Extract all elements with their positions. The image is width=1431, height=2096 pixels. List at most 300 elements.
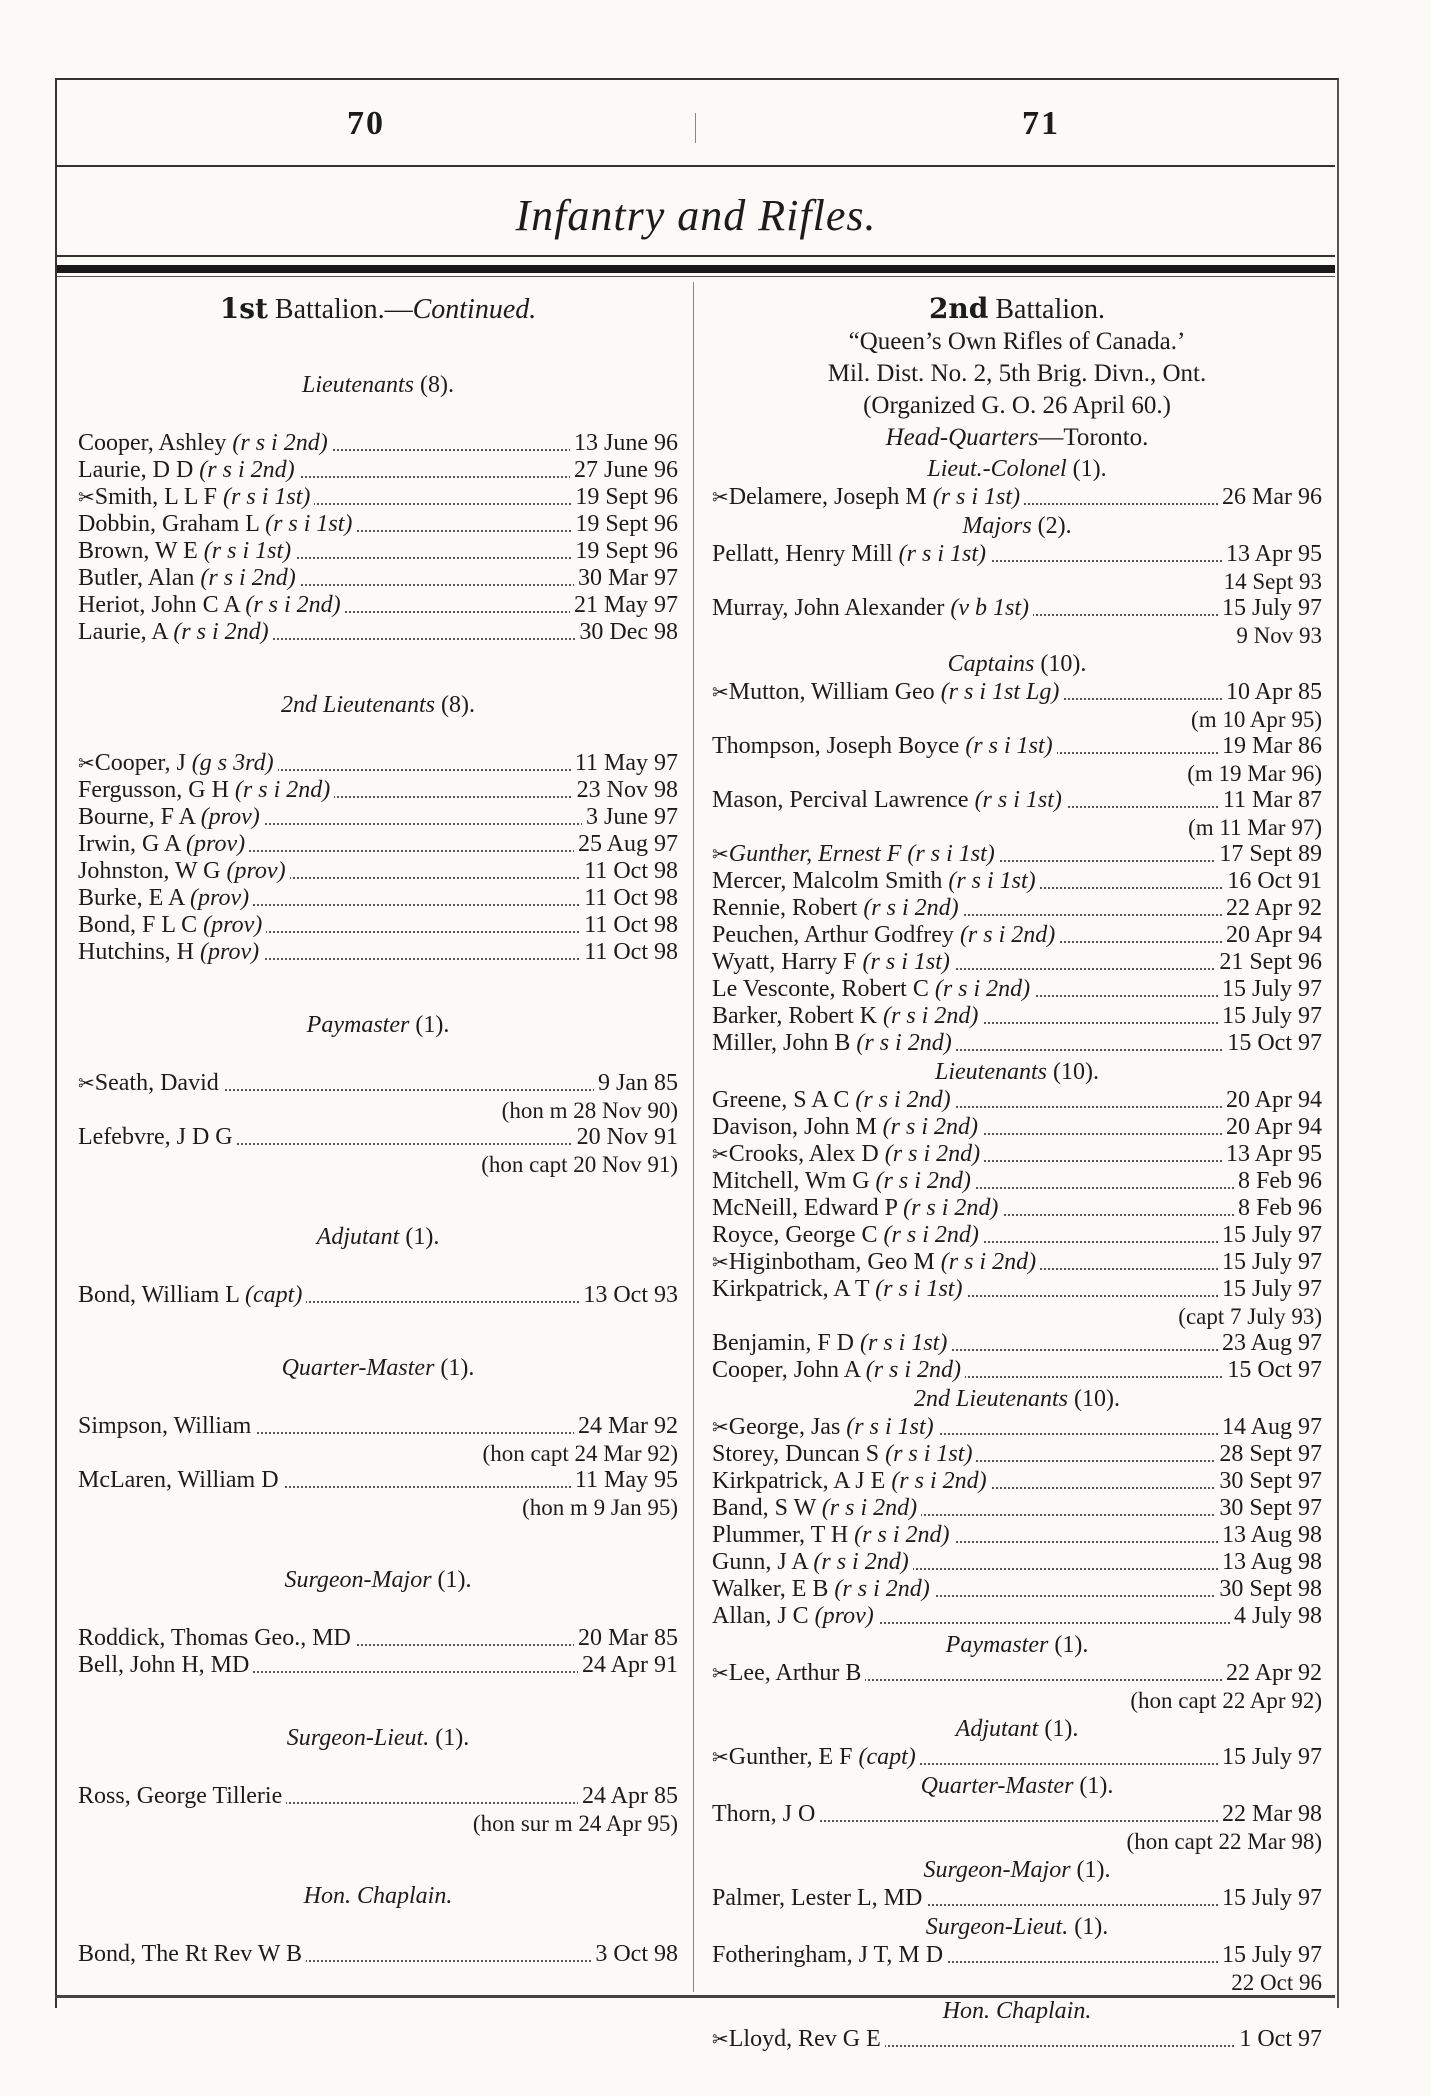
entry-date: 30 Sept 97 xyxy=(1215,1495,1322,1522)
entry-note: (r s i 1st) xyxy=(974,787,1062,813)
section-heading xyxy=(78,1353,678,1383)
entry-text xyxy=(712,1249,1040,1275)
list-entry xyxy=(712,949,1322,976)
entry-date: 13 Aug 98 xyxy=(1218,1522,1322,1549)
entry-date: 21 Sept 96 xyxy=(1215,949,1322,976)
entry-subnote: (capt 7 July 93) xyxy=(1178,1304,1322,1329)
section-heading xyxy=(78,370,678,400)
entry-note: (prov) xyxy=(200,939,260,965)
entry-text xyxy=(712,1522,954,1548)
entry-note: (r s i 2nd) xyxy=(854,1522,950,1548)
entry-note: (r s i 1st) xyxy=(860,1330,948,1356)
section-count: (1). xyxy=(435,1725,470,1751)
entry-text xyxy=(712,1885,926,1911)
entry-name: Thompson, Joseph Boyce xyxy=(712,733,960,759)
entry-name: Simpson, William xyxy=(78,1413,252,1439)
entry-subnote: (hon m 28 Nov 90) xyxy=(501,1098,678,1123)
entry-text xyxy=(78,619,273,645)
entry-name: Lloyd, Rev G E xyxy=(728,2026,881,2052)
list-entry xyxy=(78,804,678,831)
entry-name: Gunther, E F xyxy=(728,1744,853,1770)
entry-note: (r s i 1st) xyxy=(898,541,986,567)
entry-name: Allan, J C xyxy=(712,1603,809,1629)
entry-note: (prov) xyxy=(186,831,246,857)
section-heading xyxy=(78,1723,678,1753)
entry-name: Laurie, A xyxy=(78,619,168,645)
entry-date: 13 June 96 xyxy=(570,430,678,457)
list-entry xyxy=(78,750,678,777)
scissors-icon: ✂ xyxy=(712,842,729,866)
list-entry xyxy=(78,1783,678,1810)
entry-note: (r s i 2nd) xyxy=(821,1495,918,1521)
section-count: (1). xyxy=(405,1224,440,1250)
page-numbers xyxy=(57,95,1335,165)
entry-text xyxy=(712,895,963,921)
scissors-icon: ✂ xyxy=(78,485,95,509)
section-heading xyxy=(712,454,1322,484)
scissors-icon: ✂ xyxy=(712,1142,729,1166)
entry-date: 20 Apr 94 xyxy=(1222,1087,1322,1114)
entry-text xyxy=(78,538,295,564)
section-count: (2). xyxy=(1037,513,1072,539)
section-title: Surgeon-Lieut. xyxy=(925,1914,1069,1940)
list-entry xyxy=(712,1141,1322,1168)
entry-name: McLaren, William D xyxy=(78,1467,279,1493)
entry-text xyxy=(712,679,1063,705)
entry-date: 15 July 97 xyxy=(1218,1276,1322,1303)
entry-text xyxy=(712,1141,984,1167)
section-count: (1). xyxy=(437,1567,472,1593)
entry-text xyxy=(712,868,1040,894)
list-entry xyxy=(78,1413,678,1440)
list-entry xyxy=(712,679,1322,706)
entry-note: (r s i 2nd) xyxy=(234,777,331,803)
list-entry xyxy=(712,1330,1322,1357)
entry-date: 20 Apr 94 xyxy=(1222,1114,1322,1141)
list-entry xyxy=(712,1222,1322,1249)
entry-note: (r s i 1st Lg) xyxy=(940,679,1060,705)
section-heading xyxy=(712,1384,1322,1414)
section-title: Surgeon-Major xyxy=(284,1567,432,1593)
entry-note: (r s i 1st) xyxy=(223,484,311,510)
entry-note: (prov) xyxy=(203,912,263,938)
section-heading xyxy=(78,1010,678,1040)
scissors-icon: ✂ xyxy=(712,1745,729,1769)
scissors-icon: ✂ xyxy=(78,751,95,775)
entry-date: 30 Dec 98 xyxy=(575,619,678,646)
section-count: (1). xyxy=(1076,1857,1111,1883)
right-battalion-heading xyxy=(712,292,1322,326)
title-rule xyxy=(57,255,1335,257)
entry-date: 4 July 98 xyxy=(1230,1603,1322,1630)
entry-text xyxy=(712,1030,956,1056)
entry-subnote: 14 Sept 93 xyxy=(1223,569,1322,594)
entry-name: Crooks, Alex D xyxy=(728,1141,879,1167)
section-spacer xyxy=(78,1837,678,1881)
entry-note: (r s i 2nd) xyxy=(232,430,328,456)
list-entry xyxy=(712,1603,1322,1630)
list-entry xyxy=(712,1576,1322,1603)
entry-name: Royce, George C xyxy=(712,1222,878,1248)
list-entry xyxy=(712,733,1322,760)
section-heading xyxy=(78,1222,678,1252)
entry-text xyxy=(712,976,1034,1002)
list-entry xyxy=(78,858,678,885)
entry-text xyxy=(78,1652,253,1678)
entry-text xyxy=(78,885,253,911)
section-spacer xyxy=(78,400,678,430)
list-entry xyxy=(78,511,678,538)
entry-name: Johnston, W G xyxy=(78,858,221,884)
entry-note: (r s i 1st) xyxy=(203,538,292,564)
entry-text xyxy=(712,1576,934,1602)
list-entry xyxy=(712,1801,1322,1828)
entry-text xyxy=(78,430,332,456)
section-spacer xyxy=(78,1252,678,1282)
entry-subnote: (m 10 Apr 95) xyxy=(1191,707,1322,732)
section-count: (1). xyxy=(1074,1914,1109,1940)
scissors-icon: ✂ xyxy=(712,1415,729,1439)
entry-text xyxy=(712,1357,965,1383)
entry-date: 1 Oct 97 xyxy=(1235,2026,1322,2053)
list-entry xyxy=(78,777,678,804)
entry-name: Fotheringham, J T, M D xyxy=(712,1942,944,1968)
list-entry xyxy=(712,895,1322,922)
entry-name: Pellatt, Henry Mill xyxy=(712,541,893,567)
right-battalion-number: 2nd xyxy=(928,292,989,325)
section-count: (10). xyxy=(1053,1059,1099,1085)
entry-note: (r s i 1st) xyxy=(846,1414,934,1440)
section-title: Lieut.-Colonel xyxy=(927,456,1067,482)
entry-name: Smith, L L F xyxy=(94,484,218,510)
entry-note: (prov) xyxy=(190,885,250,911)
entry-name: Bell, John H, MD xyxy=(78,1652,250,1678)
headquarters-label: Head-Quarters xyxy=(885,424,1039,451)
entry-text xyxy=(712,2026,885,2052)
list-entry xyxy=(78,912,678,939)
entry-date: 15 July 97 xyxy=(1218,1885,1322,1912)
entry-note: (r s i 1st) xyxy=(965,733,1053,759)
entry-note: (v b 1st) xyxy=(950,595,1030,621)
entry-date: 15 July 97 xyxy=(1218,976,1322,1003)
column-divider xyxy=(693,282,694,1992)
entry-name: Mercer, Malcolm Smith xyxy=(712,868,943,894)
entry-name: Murray, John Alexander xyxy=(712,595,945,621)
entry-date: 24 Mar 92 xyxy=(574,1413,678,1440)
entry-note: (r s i 2nd) xyxy=(863,895,959,921)
entry-date: 23 Nov 98 xyxy=(573,777,678,804)
section-title: Majors xyxy=(962,513,1032,539)
entry-date: 27 June 96 xyxy=(570,457,678,484)
entry-name: Seath, David xyxy=(94,1070,219,1096)
entry-date: 8 Feb 96 xyxy=(1234,1168,1322,1195)
list-entry xyxy=(712,1114,1322,1141)
list-entry xyxy=(712,1468,1322,1495)
entry-name: Gunther, Ernest F xyxy=(728,841,902,867)
entry-text xyxy=(712,922,1059,948)
entry-note: (r s i 2nd) xyxy=(934,976,1031,1002)
entry-name: Irwin, G A xyxy=(78,831,180,857)
entry-name: Davison, John M xyxy=(712,1114,877,1140)
list-entry xyxy=(78,1941,678,1968)
entry-text xyxy=(712,1495,921,1521)
section-count: (1). xyxy=(1044,1716,1079,1742)
entry-date: 15 July 97 xyxy=(1218,1249,1322,1276)
entry-text xyxy=(712,1468,991,1494)
entry-note: (r s i 2nd) xyxy=(813,1549,909,1575)
entry-name: Cooper, John A xyxy=(712,1357,860,1383)
entry-date: 15 Oct 97 xyxy=(1223,1357,1322,1384)
list-entry xyxy=(712,1495,1322,1522)
entry-note: (r s i 1st) xyxy=(265,511,353,537)
entry-text xyxy=(78,1070,223,1096)
entry-note: (r s i 2nd) xyxy=(884,1141,981,1167)
battalion-subtitle: “Queen’s Own Rifles of Canada.’ xyxy=(848,328,1186,355)
section-heading xyxy=(712,1912,1322,1942)
entry-text xyxy=(712,484,1024,510)
section-title: Lieutenants xyxy=(302,372,414,398)
entry-name: Kirkpatrick, A T xyxy=(712,1276,870,1302)
entry-name: Higinbotham, Geo M xyxy=(728,1249,935,1275)
entry-text xyxy=(78,750,278,776)
entry-date: 22 Apr 92 xyxy=(1222,895,1322,922)
list-entry xyxy=(712,1414,1322,1441)
entry-text xyxy=(712,787,1066,813)
entry-name: Le Vesconte, Robert C xyxy=(712,976,929,1002)
entry-name: Gunn, J A xyxy=(712,1549,808,1575)
entry-name: Hutchins, H xyxy=(78,939,194,965)
right-battalion-label: Battalion. xyxy=(988,294,1106,325)
entry-note: (r s i 2nd) xyxy=(245,592,341,618)
entry-note: (r s i 1st) xyxy=(907,841,995,867)
section-title: 2nd Lieutenants xyxy=(914,1386,1068,1412)
section-title: Paymaster xyxy=(945,1632,1049,1658)
organized-line: (Organized G. O. 26 April 60.) xyxy=(863,392,1171,419)
section-spacer xyxy=(78,646,678,690)
entry-text xyxy=(78,858,290,884)
entry-name-block xyxy=(712,1195,1322,1222)
entry-date: 11 May 95 xyxy=(571,1467,678,1494)
entry-name: Benjamin, F D xyxy=(712,1330,854,1356)
entry-date: 14 Aug 97 xyxy=(1218,1414,1322,1441)
section-spacer xyxy=(78,1521,678,1565)
entry-text xyxy=(78,592,345,618)
entry-name: Bond, The Rt Rev W B xyxy=(78,1941,303,1967)
entry-date: 11 May 97 xyxy=(571,750,678,777)
scissors-icon: ✂ xyxy=(78,1071,95,1095)
entry-subnote: (hon m 9 Jan 95) xyxy=(522,1495,678,1520)
list-entry xyxy=(712,2026,1322,2053)
entry-note: (r s i 1st) xyxy=(932,484,1021,510)
entry-text xyxy=(78,939,263,965)
entry-text xyxy=(78,511,356,537)
entry-date: 26 Mar 96 xyxy=(1218,484,1322,511)
entry-note: (prov) xyxy=(200,804,260,830)
section-heading xyxy=(712,1630,1322,1660)
list-entry xyxy=(712,1003,1322,1030)
section-title: Quarter-Master xyxy=(281,1355,435,1381)
entry-name: Barker, Robert K xyxy=(712,1003,877,1029)
list-entry xyxy=(78,939,678,966)
entry-name: Bond, William L xyxy=(78,1282,240,1308)
entry-name: Rennie, Robert xyxy=(712,895,858,921)
entry-text xyxy=(712,1195,1002,1221)
entry-date: 9 Jan 85 xyxy=(594,1070,678,1097)
entry-date: 11 Oct 98 xyxy=(580,939,678,966)
entry-name-block xyxy=(78,1941,678,1968)
list-entry xyxy=(712,1087,1322,1114)
entry-date: 13 Apr 95 xyxy=(1222,541,1322,568)
page-number-right: 71 xyxy=(1022,105,1060,142)
list-entry xyxy=(78,484,678,511)
section-title: Lieutenants xyxy=(935,1059,1047,1085)
list-entry xyxy=(78,457,678,484)
section-count: (8). xyxy=(420,372,454,398)
entry-date: 15 July 97 xyxy=(1218,1003,1322,1030)
entry-note: (r s i 2nd) xyxy=(865,1357,962,1383)
entry-note: (r s i 2nd) xyxy=(855,1087,951,1113)
page-number-left: 70 xyxy=(347,105,385,142)
entry-note: (r s i 2nd) xyxy=(891,1468,987,1494)
entry-text xyxy=(712,1441,976,1467)
section-heading xyxy=(712,1714,1322,1744)
entry-name: Walker, E B xyxy=(712,1576,829,1602)
list-entry xyxy=(712,1168,1322,1195)
list-entry xyxy=(712,1357,1322,1384)
entry-date: 15 July 97 xyxy=(1218,1942,1322,1969)
entry-date: 30 Sept 97 xyxy=(1215,1468,1322,1495)
list-entry xyxy=(712,922,1322,949)
entry-text xyxy=(712,733,1057,759)
entry-name: Bond, F L C xyxy=(78,912,198,938)
entry-date: 11 Oct 98 xyxy=(580,885,678,912)
section-title: Surgeon-Lieut. xyxy=(286,1725,430,1751)
entry-name: Thorn, J O xyxy=(712,1801,816,1827)
entry-date: 3 June 97 xyxy=(582,804,678,831)
list-entry xyxy=(712,841,1322,868)
list-entry xyxy=(712,595,1322,622)
entry-note: (r s i 2nd) xyxy=(173,619,269,645)
section-title: Quarter-Master xyxy=(920,1773,1074,1799)
entry-name: Heriot, John C A xyxy=(78,592,240,618)
list-entry xyxy=(712,484,1322,511)
entry-date: 25 Aug 97 xyxy=(574,831,678,858)
left-battalion-heading xyxy=(78,292,678,326)
entry-note: (capt) xyxy=(858,1744,916,1770)
list-entry xyxy=(712,976,1322,1003)
left-battalion-continued: Continued. xyxy=(412,294,537,325)
section-title: 2nd Lieutenants xyxy=(281,692,435,718)
entry-name: Burke, E A xyxy=(78,885,184,911)
entry-name: Band, S W xyxy=(712,1495,816,1521)
entry-text xyxy=(712,1276,966,1302)
entry-text xyxy=(712,1942,947,1968)
list-entry xyxy=(712,1744,1322,1771)
list-entry xyxy=(712,1942,1322,1969)
section-heading xyxy=(712,1771,1322,1801)
entry-text xyxy=(712,1003,982,1029)
entry-subnote: (hon capt 22 Apr 92) xyxy=(1130,1688,1322,1713)
entry-subnote: (hon capt 22 Mar 98) xyxy=(1126,1829,1322,1854)
entry-note: (r s i 1st) xyxy=(862,949,950,975)
scissors-icon: ✂ xyxy=(712,485,729,509)
list-entry xyxy=(78,538,678,565)
entry-name: Wyatt, Harry F xyxy=(712,949,857,975)
list-entry xyxy=(78,831,678,858)
section-spacer xyxy=(78,1753,678,1783)
page-number-divider xyxy=(695,113,696,143)
section-title: Adjutant xyxy=(316,1224,400,1250)
entry-note: (r s i 2nd) xyxy=(883,1003,979,1029)
list-entry xyxy=(78,1652,678,1679)
section-count: (1). xyxy=(415,1012,450,1038)
entry-name: McNeill, Edward P xyxy=(712,1195,898,1221)
entry-text xyxy=(78,565,300,591)
entry-subnote: (hon capt 20 Nov 91) xyxy=(481,1152,678,1177)
list-entry xyxy=(712,868,1322,895)
section-spacer xyxy=(78,1911,678,1941)
right-sections xyxy=(712,454,1322,2053)
scissors-icon: ✂ xyxy=(712,680,729,704)
entry-note: (r s i 2nd) xyxy=(199,457,295,483)
entry-text xyxy=(78,484,314,510)
entry-note: (r s i 2nd) xyxy=(883,1222,979,1248)
section-spacer xyxy=(78,1309,678,1353)
list-entry xyxy=(78,885,678,912)
list-entry xyxy=(78,592,678,619)
entry-text xyxy=(712,1114,982,1140)
section-heading xyxy=(78,1565,678,1595)
entry-name: Kirkpatrick, A J E xyxy=(712,1468,886,1494)
entry-name: Fergusson, G H xyxy=(78,777,229,803)
entry-date: 11 Mar 87 xyxy=(1219,787,1322,814)
entry-text xyxy=(712,1801,819,1827)
header-rule xyxy=(57,165,1335,167)
entry-note: (prov) xyxy=(814,1603,874,1629)
list-entry xyxy=(712,1885,1322,1912)
entry-note: (r s i 2nd) xyxy=(875,1168,971,1194)
entry-text xyxy=(712,1744,920,1770)
entry-date: 23 Aug 97 xyxy=(1218,1330,1322,1357)
entry-name: Mutton, William Geo xyxy=(728,679,935,705)
entry-name: Greene, S A C xyxy=(712,1087,850,1113)
entry-name: Mitchell, Wm G xyxy=(712,1168,870,1194)
section-heading xyxy=(78,690,678,720)
section-spacer xyxy=(78,1679,678,1723)
entry-text xyxy=(712,949,954,975)
scissors-icon: ✂ xyxy=(712,1661,729,1685)
entry-note: (r s i 2nd) xyxy=(940,1249,1037,1275)
entry-note: (r s i 2nd) xyxy=(856,1030,952,1056)
entry-note: (g s 3rd) xyxy=(191,750,274,776)
list-entry xyxy=(712,1195,1322,1222)
entry-date: 11 Oct 98 xyxy=(580,912,678,939)
entry-text xyxy=(712,841,999,867)
entry-subnote: (m 19 Mar 96) xyxy=(1187,761,1322,786)
list-entry xyxy=(712,1660,1322,1687)
section-title: Hon. Chaplain. xyxy=(303,1883,453,1909)
entry-date: 28 Sept 97 xyxy=(1215,1441,1322,1468)
entry-text xyxy=(712,595,1033,621)
entry-date: 20 Mar 85 xyxy=(574,1625,678,1652)
left-column xyxy=(78,292,678,1968)
entry-name: Plummer, T H xyxy=(712,1522,849,1548)
entry-note: (capt) xyxy=(245,1282,303,1308)
entry-name-block xyxy=(712,1168,1322,1195)
list-entry xyxy=(712,1441,1322,1468)
list-entry xyxy=(712,1549,1322,1576)
list-entry xyxy=(78,430,678,457)
